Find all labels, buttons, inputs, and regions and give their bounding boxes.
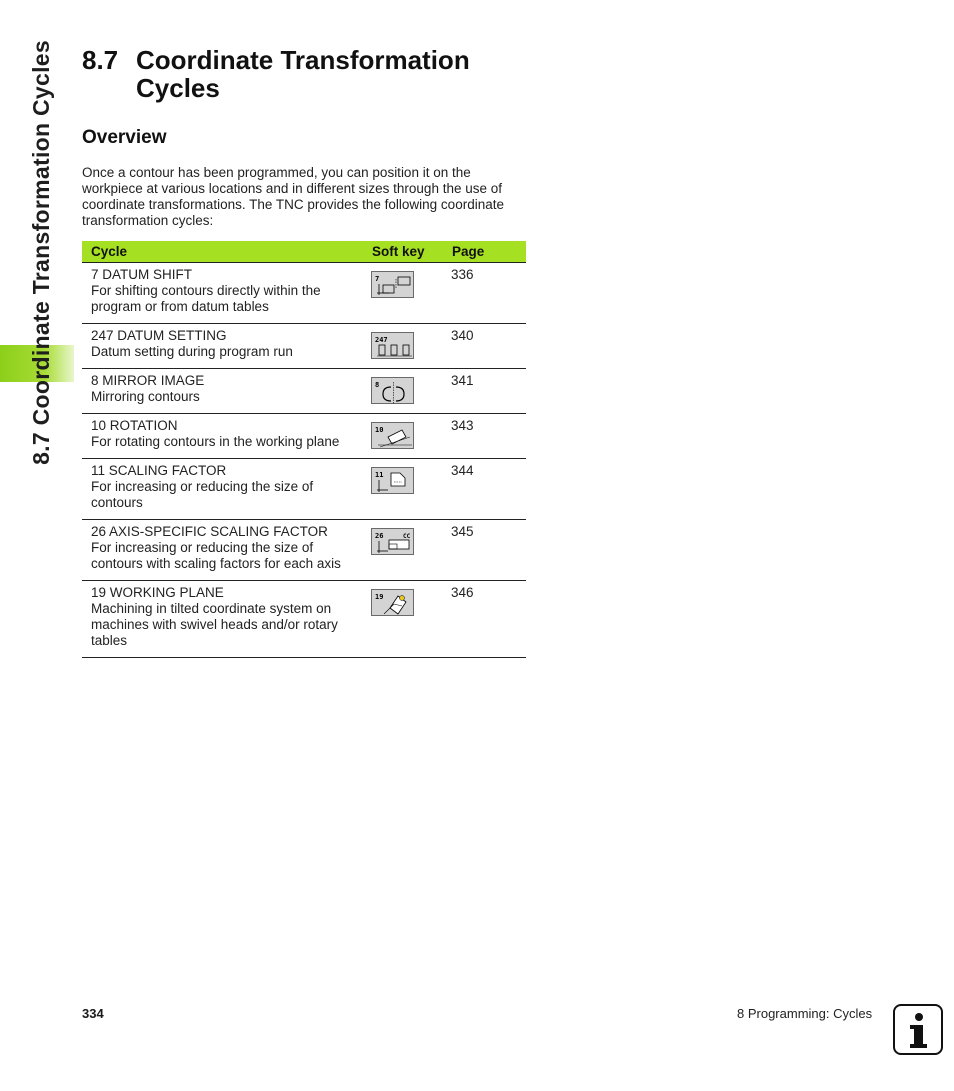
- page-cell: 346: [451, 585, 474, 600]
- axis-scaling-icon: [372, 529, 415, 556]
- page-cell: 344: [451, 463, 474, 478]
- cycle-name: 247 DATUM SETTING: [91, 328, 227, 343]
- cycle-name: 26 AXIS-SPECIFIC SCALING FACTOR: [91, 524, 328, 539]
- cycle-name: 10 ROTATION: [91, 418, 178, 433]
- cycle-name: 19 WORKING PLANE: [91, 585, 224, 600]
- mirror-image-softkey[interactable]: [371, 377, 414, 404]
- cycle-description: For increasing or reducing the size of contours: [91, 479, 314, 510]
- softkey-cell: [363, 263, 443, 324]
- datum-shift-softkey[interactable]: [371, 271, 414, 298]
- svg-text:CC: CC: [403, 533, 411, 540]
- working-plane-softkey[interactable]: [371, 589, 414, 616]
- scaling-factor-softkey[interactable]: [371, 467, 414, 494]
- svg-text:8: 8: [375, 381, 380, 389]
- page-cell: 336: [451, 267, 474, 282]
- datum-shift-icon: [372, 272, 415, 299]
- cycle-name: 8 MIRROR IMAGE: [91, 373, 205, 388]
- table-row: [82, 263, 526, 324]
- table-row: [82, 369, 526, 414]
- svg-text:7: 7: [375, 275, 380, 283]
- page-title: [82, 46, 470, 102]
- cycle-cell: [82, 414, 363, 459]
- section-number: 8.7: [82, 45, 119, 75]
- svg-text:247: 247: [375, 336, 388, 344]
- working-plane-icon: [372, 590, 415, 617]
- table-row: [82, 581, 526, 658]
- sidebar-title: 8.7 Coordinate Transformation Cycles: [28, 40, 54, 465]
- page-cell: 341: [451, 373, 474, 388]
- cycle-description: Mirroring contours: [91, 389, 200, 404]
- cycle-cell: [82, 459, 363, 520]
- page-cell: 340: [451, 328, 474, 343]
- svg-text:10: 10: [375, 426, 384, 434]
- cycle-description: For rotating contours in the working plane: [91, 434, 340, 449]
- softkey-cell: [363, 369, 443, 414]
- page-cell: 343: [451, 418, 474, 433]
- cycle-cell: [82, 324, 363, 369]
- scaling-factor-icon: [372, 468, 415, 495]
- cycle-name: 11 SCALING FACTOR: [91, 463, 227, 478]
- softkey-cell: [363, 520, 443, 581]
- cycle-cell: [82, 520, 363, 581]
- chapter-footer: 8 Programming: Cycles: [737, 1006, 873, 1021]
- section-heading: Overview: [82, 127, 167, 148]
- cycles-table: [82, 241, 526, 658]
- column-header-softkey: Soft key: [372, 243, 425, 259]
- cycle-name: 7 DATUM SHIFT: [91, 267, 192, 282]
- title-line-2: Cycles: [136, 73, 220, 103]
- svg-text:26: 26: [375, 532, 384, 540]
- table-row: [82, 520, 526, 581]
- rotation-icon: [372, 423, 415, 450]
- table-row: [82, 414, 526, 459]
- axis-scaling-softkey[interactable]: [371, 528, 414, 555]
- cycle-description: For shifting contours directly within the program or from datum tables: [91, 283, 321, 314]
- cycle-description: Datum setting during program run: [91, 344, 293, 359]
- title-line-1: Coordinate Transformation: [136, 45, 470, 75]
- svg-text:11: 11: [375, 471, 384, 479]
- intro-paragraph: Once a contour has been programmed, you can position it on the workpiece at various locations and in different sizes through the use of coordinate transformations. The TNC provides the following coordinate transformation cycles:: [82, 165, 504, 228]
- datum-setting-softkey[interactable]: [371, 332, 414, 359]
- info-icon[interactable]: [893, 1004, 943, 1055]
- table-header-row: [82, 241, 526, 263]
- cycle-cell: [82, 263, 363, 324]
- page-cell: 345: [451, 524, 474, 539]
- cycle-description: Machining in tilted coordinate system on machines with swivel heads and/or rotary tables: [91, 601, 338, 648]
- column-header-page: Page: [452, 243, 485, 259]
- cycle-description: For increasing or reducing the size of contours with scaling factors for each axis: [91, 540, 341, 571]
- table-row: [82, 324, 526, 369]
- column-header-cycle: Cycle: [91, 243, 128, 259]
- svg-text:19: 19: [375, 593, 384, 601]
- cycle-cell: [82, 581, 363, 658]
- datum-setting-icon: [372, 333, 415, 360]
- softkey-cell: [363, 414, 443, 459]
- softkey-cell: [363, 581, 443, 658]
- mirror-image-icon: [372, 378, 415, 405]
- softkey-cell: [363, 459, 443, 520]
- info-glyph: [895, 1006, 941, 1053]
- rotation-softkey[interactable]: [371, 422, 414, 449]
- page-number: 334: [82, 1006, 104, 1021]
- table-row: [82, 459, 526, 520]
- softkey-cell: [363, 324, 443, 369]
- cycle-cell: [82, 369, 363, 414]
